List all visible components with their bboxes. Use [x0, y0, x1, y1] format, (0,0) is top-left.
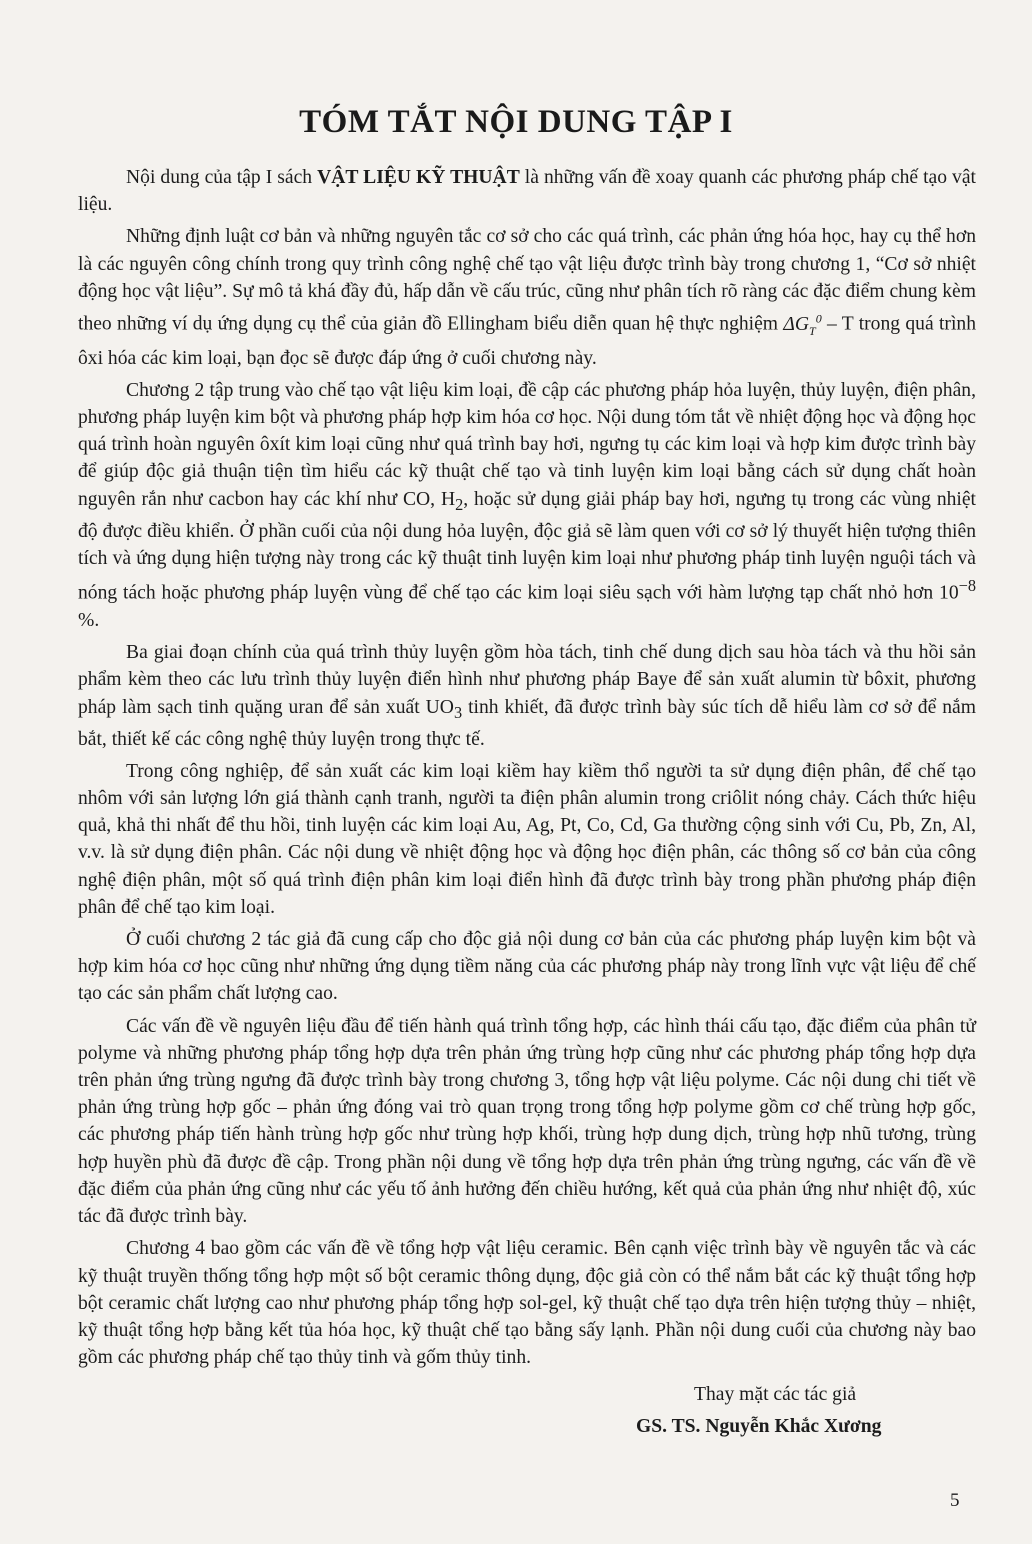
- p1-text-start: Nội dung của tập I sách: [126, 167, 318, 188]
- book-title-bold: VẬT LIỆU KỸ THUẬT: [317, 167, 520, 188]
- h2-subscript: 2: [455, 494, 464, 514]
- signature-name: GS. TS. Nguyễn Khắc Xương: [636, 1416, 882, 1437]
- formula-superscript: 0: [815, 311, 822, 326]
- p3-text-start: Chương 2 tập trung vào chế tạo vật liệu kim loại, đề cập các phương pháp hỏa luyện, thủy luyện, điện phân, phương pháp luyện kim bột và phương pháp hợp kim hóa cơ học. Nội dung tóm tắt về nhiệt động học và động học quá trình hoàn nguyên ôxít kim loại cũng như quá trình bay hơi, ngưng tụ các kim loại và hợp kim được trình bày để giúp độc giả thuận tiện tìm hiểu các kỹ thuật chế tạo và tinh luyện kim loại bằng cách sử dụng chất hoàn nguyên rắn như cacbon hay các khí như CO, H: [78, 379, 976, 510]
- paragraph-1: [78, 164, 976, 218]
- paragraph-3: [78, 377, 976, 634]
- uo3-subscript: 3: [453, 702, 463, 722]
- exponent-superscript: −8: [958, 576, 976, 596]
- p4-text-start: Ba giai đoạn chính của quá trình thủy luyện gồm hòa tách, tinh chế dung dịch sau hòa tách và thu hồi sản phẩm kèm theo các lưu trình thủy luyện điển hình như phương pháp Baye để sản xuất alumin từ bôxit, phương pháp làm sạch tinh quặng uran để sản xuất UO: [78, 642, 976, 718]
- gibbs-energy-formula: [783, 311, 822, 338]
- paragraph-5: Trong công nghiệp, để sản xuất các kim loại kiềm hay kiềm thổ người ta sử dụng điện phân, để chế tạo nhôm với sản lượng lớn giá thành cạnh tranh, người ta điện phân alumin trong criôlit nóng chảy. Cách thức hiệu quả, khả thi nhất để thu hồi, tinh luyện các kim loại Au, Ag, Pt, Co, Cd, Ga thường cộng sinh với Cu, Pb, Zn, Al, v.v. là sử dụng điện phân. Các nội dung về nhiệt động học và động học điện phân, các thông số cơ bản của công nghệ điện phân, một số quá trình điện phân kim loại điển hình đã được trình bày trong phần phương pháp điện phân để chế tạo kim loại.: [78, 760, 976, 918]
- formula-base: ΔG: [783, 313, 810, 335]
- paragraph-2: [78, 223, 976, 371]
- signature-role: Thay mặt các tác giả: [694, 1384, 857, 1405]
- p4-text-end: tinh khiết, đã được trình bày súc tích dễ hiểu làm cơ sở để nắm bắt, thiết kế các công nghệ thủy luyện trong thực tế.: [78, 696, 976, 750]
- p1-text-end: là những vấn đề xoay quanh các phương pháp chế tạo vật liệu.: [78, 167, 976, 216]
- p2-text-start: Những định luật cơ bản và những nguyên tắc cơ sở cho các quá trình, các phản ứng hóa học, hay cụ thể hơn là các nguyên công chính trong quy trình công nghệ chế tạo vật liệu được trình bày trong chương 1, “Cơ sở nhiệt động học vật liệu”. Sự mô tả khá đầy đủ, hấp dẫn về cấu trúc, cũng như phân tích rõ ràng các đặc điểm chung kèm theo những ví dụ ứng dụng cụ thể của giản đồ Ellingham biểu diễn quan hệ thực nghiệm: [78, 226, 976, 335]
- paragraph-6: Ở cuối chương 2 tác giả đã cung cấp cho độc giả nội dung cơ bản của các phương pháp luyện kim bột và hợp kim hóa cơ học cũng như những ứng dụng tiềm năng của các phương pháp này trong lĩnh vực vật liệu để chế tạo các sản phẩm chất lượng cao.: [78, 929, 976, 1005]
- formula-subscript: T: [809, 323, 816, 338]
- page-title: TÓM TẮT NỘI DUNG TẬP I: [299, 104, 733, 140]
- p3-text-middle: , hoặc sử dụng giải pháp bay hơi, ngưng tụ trong các vùng nhiệt độ được điều khiển. Ở phần cuối của nội dung hỏa luyện, độc giả sẽ làm quen với cơ sở lý thuyết hiện tượng thiên tích và ứng dụng hiện tượng này trong các kỹ thuật tinh luyện kim loại như phương pháp tinh luyện nguội tách và nóng tách hoặc phương pháp luyện vùng để chế tạo các kim loại siêu sạch với hàm lượng tạp chất nhỏ hơn 10: [78, 488, 976, 604]
- paragraph-7: Các vấn đề về nguyên liệu đầu để tiến hành quá trình tổng hợp, các hình thái cấu tạo, đặc điểm của phân tử polyme và những phương pháp tổng hợp dựa trên phản ứng trùng hợp cũng như các phương pháp tổng hợp dựa trên phản ứng trùng ngưng đã được trình bày trong chương 3, tổng hợp vật liệu polyme. Các nội dung chi tiết về phản ứng trùng hợp gốc – phản ứng đóng vai trò quan trọng trong tổng hợp polyme gồm cơ chế trùng hợp gốc, các phương pháp tiến hành trùng hợp gốc như trùng hợp khối, trùng hợp dung dịch, trùng hợp nhũ tương, trùng hợp huyền phù đã được đề cập. Trong phần nội dung về tổng hợp dựa trên phản ứng trùng ngưng, các vấn đề về đặc điểm của phản ứng cũng như các yếu tố ảnh hưởng đến chiều hướng, kết quả của phản ứng như nhiệt độ, xúc tác đã được trình bày.: [78, 1015, 976, 1228]
- summary-body: [78, 164, 976, 1376]
- paragraph-4: [78, 639, 976, 753]
- page-number: 5: [950, 1490, 960, 1511]
- p2-text-end: – T trong quá trình ôxi hóa các kim loại, bạn đọc sẽ được đáp ứng ở cuối chương này.: [78, 313, 976, 369]
- paragraph-8: Chương 4 bao gồm các vấn đề về tổng hợp vật liệu ceramic. Bên cạnh việc trình bày về nguyên tắc và các kỹ thuật truyền thống tổng hợp một số bột ceramic thông dụng, độc giả còn có thể nắm bắt các kỹ thuật tổng hợp bột ceramic chất lượng cao như phương pháp tổng hợp sol-gel, kỹ thuật chế tạo dựa trên hiện tượng thủy – nhiệt, kỹ thuật tổng hợp bằng kết tủa hóa học, kỹ thuật chế tạo bằng sấy lạnh. Phần nội dung cuối của chương này bao gồm các phương pháp chế tạo thủy tinh và gốm thủy tinh.: [78, 1238, 976, 1369]
- p3-text-end: %.: [78, 609, 100, 631]
